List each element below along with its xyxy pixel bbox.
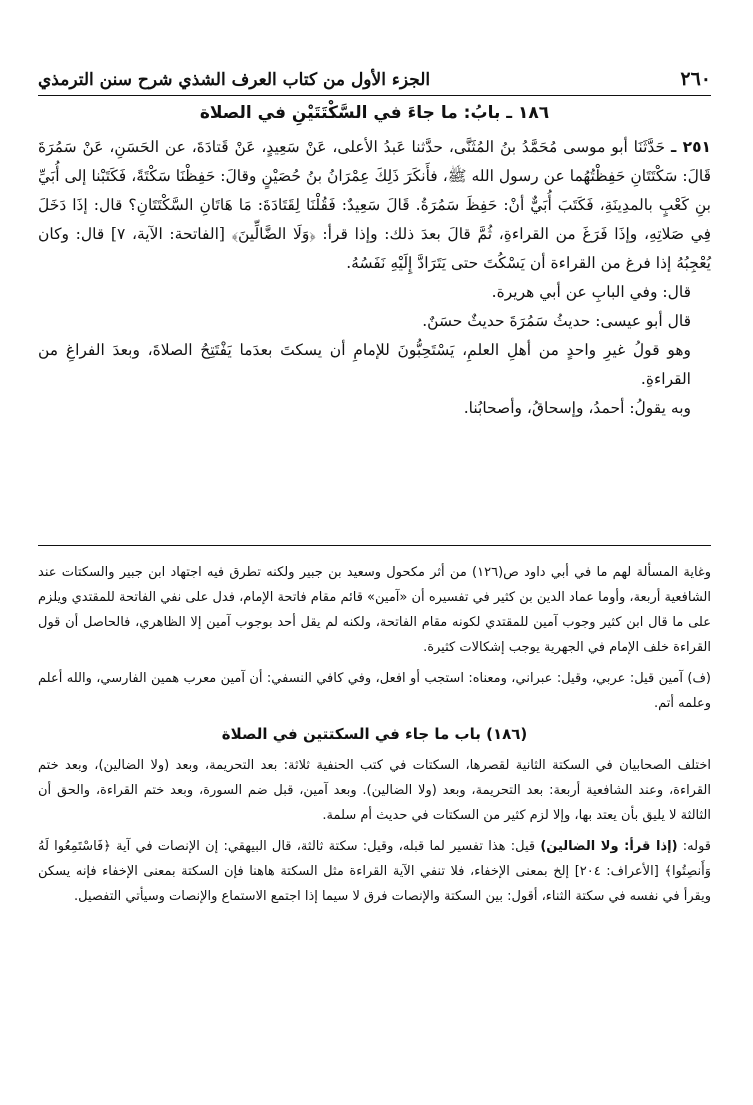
commentary-line: وبه يقولُ: أحمدُ، وإسحاقُ، وأصحابُنا. xyxy=(463,399,691,417)
hadith-block xyxy=(38,133,711,423)
note-quote: (إذا قرأ: ولا الضالين) xyxy=(540,839,678,854)
chapter-title: ١٨٦ ـ بابُ: ما جاءَ في السَّكْتَتَيْنِ في الصلاة xyxy=(199,103,550,123)
hadith-paragraph xyxy=(38,133,711,278)
hadith-text: حَدَّثَنَا أبو موسى مُحَمَّدُ بنُ المُثَنَّى، حدَّثنا عَبدُ الأعلى، عَنْ سَعِيدٍ، عَنْ قَتادَةَ، عن الحَسَنِ، عَنْ سَمُرَةَ قَالَ: سَكْتَتَانِ حَفِظْتُهُما عن رسول الله ﷺ، فأَنكَرَ ذَلِكَ عِمْرَانُ بنُ حُصَيْنٍ وقالَ: حَفِظْنَا سَكْتَةً، فَكَتَبْنا إلى أُبَيِّ بنِ كَعْبٍ بالمدِينَةِ، فَكَتَبَ أُبَيٌّ أنْ: حَفِظَ سَمُرَةُ. قَالَ سَعِيدٌ: فَقُلْنَا لِقَتَادَةَ: مَا هَاتَانِ السَّكْتَتَانِ؟ قال: إذَا دَخَلَ فِي صَلاتِهِ، وإذَا فَرَغَ من القراءةِ، ثُمَّ قالَ بعدَ ذلك: وإذا قرأ: ﴿وَلَا الضَّالِّينَ﴾ [الفاتحة: الآية، ٧] قال: وكان يُعْجِبُهُ إذا فرغ من القراءة أن يَسْكُتَ حتى يَتَرَادَّ إِلَيْهِ نَفَسُهُ. xyxy=(38,138,711,272)
hadith-number: ٢٥١ ـ xyxy=(670,138,711,156)
note-chapter-title: (١٨٦) باب ما جاء في السكتتين في الصلاة xyxy=(221,725,528,743)
commentary-line: قال: وفي البابِ عن أبي هريرة. xyxy=(491,283,691,301)
footnote-separator xyxy=(38,545,711,546)
note-paragraph: (ف) آمين قيل: عربي، وقيل: عبراني، ومعناه: استجب أو افعل، وفي كافي النسفي: أن آمين معرب همين الفارسي، والله أعلم وعلمه أتم. xyxy=(38,671,711,711)
running-title: الجزء الأول من كتاب العرف الشذي شرح سنن الترمذي xyxy=(38,70,431,90)
note-text: قيل: هذا تفسير لما قبله، وقيل: سكتة ثالثة، قال البيهقي: إن الإنصات في آية ﴿فَاسْتَمِعُوا لَهُ وَأَنصِتُوا﴾ [الأعراف: ٢٠٤] إلخ بمعنى الإخفاء، فلا تنفي الآية القراءة مثل السكتة هاهنا فإن السكتة بمعنى الإخفاء فإنه يسكن ويقرأ في نفسه في سكتة الثناء، أقول: بين السكتة والإنصات فرق لا سيما إذا اجتمع الاستماع والإنصات وسيأتي التفصيل. xyxy=(38,839,711,904)
note-paragraph xyxy=(38,834,711,909)
footnotes xyxy=(38,560,711,915)
main-text xyxy=(38,103,711,423)
page-number: ٢٦٠ xyxy=(680,68,711,90)
running-header xyxy=(38,50,711,96)
note-paragraph: وغاية المسألة لهم ما في أبي داود ص(١٢٦) من أثر مكحول وسعيد بن جبير ولكنه تطرق فيه اجتهاد ابن جبير والسكتات عند الشافعية أربعة، وأوما عماد الدين بن كثير في تفسيره أن «آمين» قائم مقام فاتحة الإمام، فدل على نفي الفاتحة للمقتدي ويلزم على ما قال ابن كثير وجوب آمين للمقتدي لكونه مقام الفاتحة، ولكنه لم يقل أحد بوجوب آمين إلا الظاهري، فالحاصل أن قول القراءة خلف الإمام في الجهرية يوجب إشكالات كثيرة. xyxy=(38,565,711,655)
commentary-line: قال أبو عيسى: حديثُ سَمُرَةَ حديثٌ حسَنٌ. xyxy=(422,312,691,330)
note-paragraph: اختلف الصحابيان في السكتة الثانية لقصرها، السكتات في كتب الحنفية ثلاثة: بعد التحريمة، وبعد (ولا الضالين)، وبعد ختم القراءة، وعند الشافعية أربعة: بعد التحريمة، وبعد (ولا الضالين). وبعد آمين، قبل ضم السورة، وبعد ختم القراءة، والحق أن الثالثة لا يليق بأن يعتد بها، وإلا لزم كثير من السكتات في حديث أم سلمة. xyxy=(38,758,711,823)
commentary-line: وهو قولُ غيرِ واحدٍ من أهلِ العلمِ، يَسْتَحِبُّونَ للإمامِ أن يسكتَ بعدَما يَفْتَتِحُ الصلاةَ، وبعدَ الفراغِ من القراءةِ. xyxy=(38,341,691,388)
note-lead: قوله: xyxy=(677,839,712,854)
